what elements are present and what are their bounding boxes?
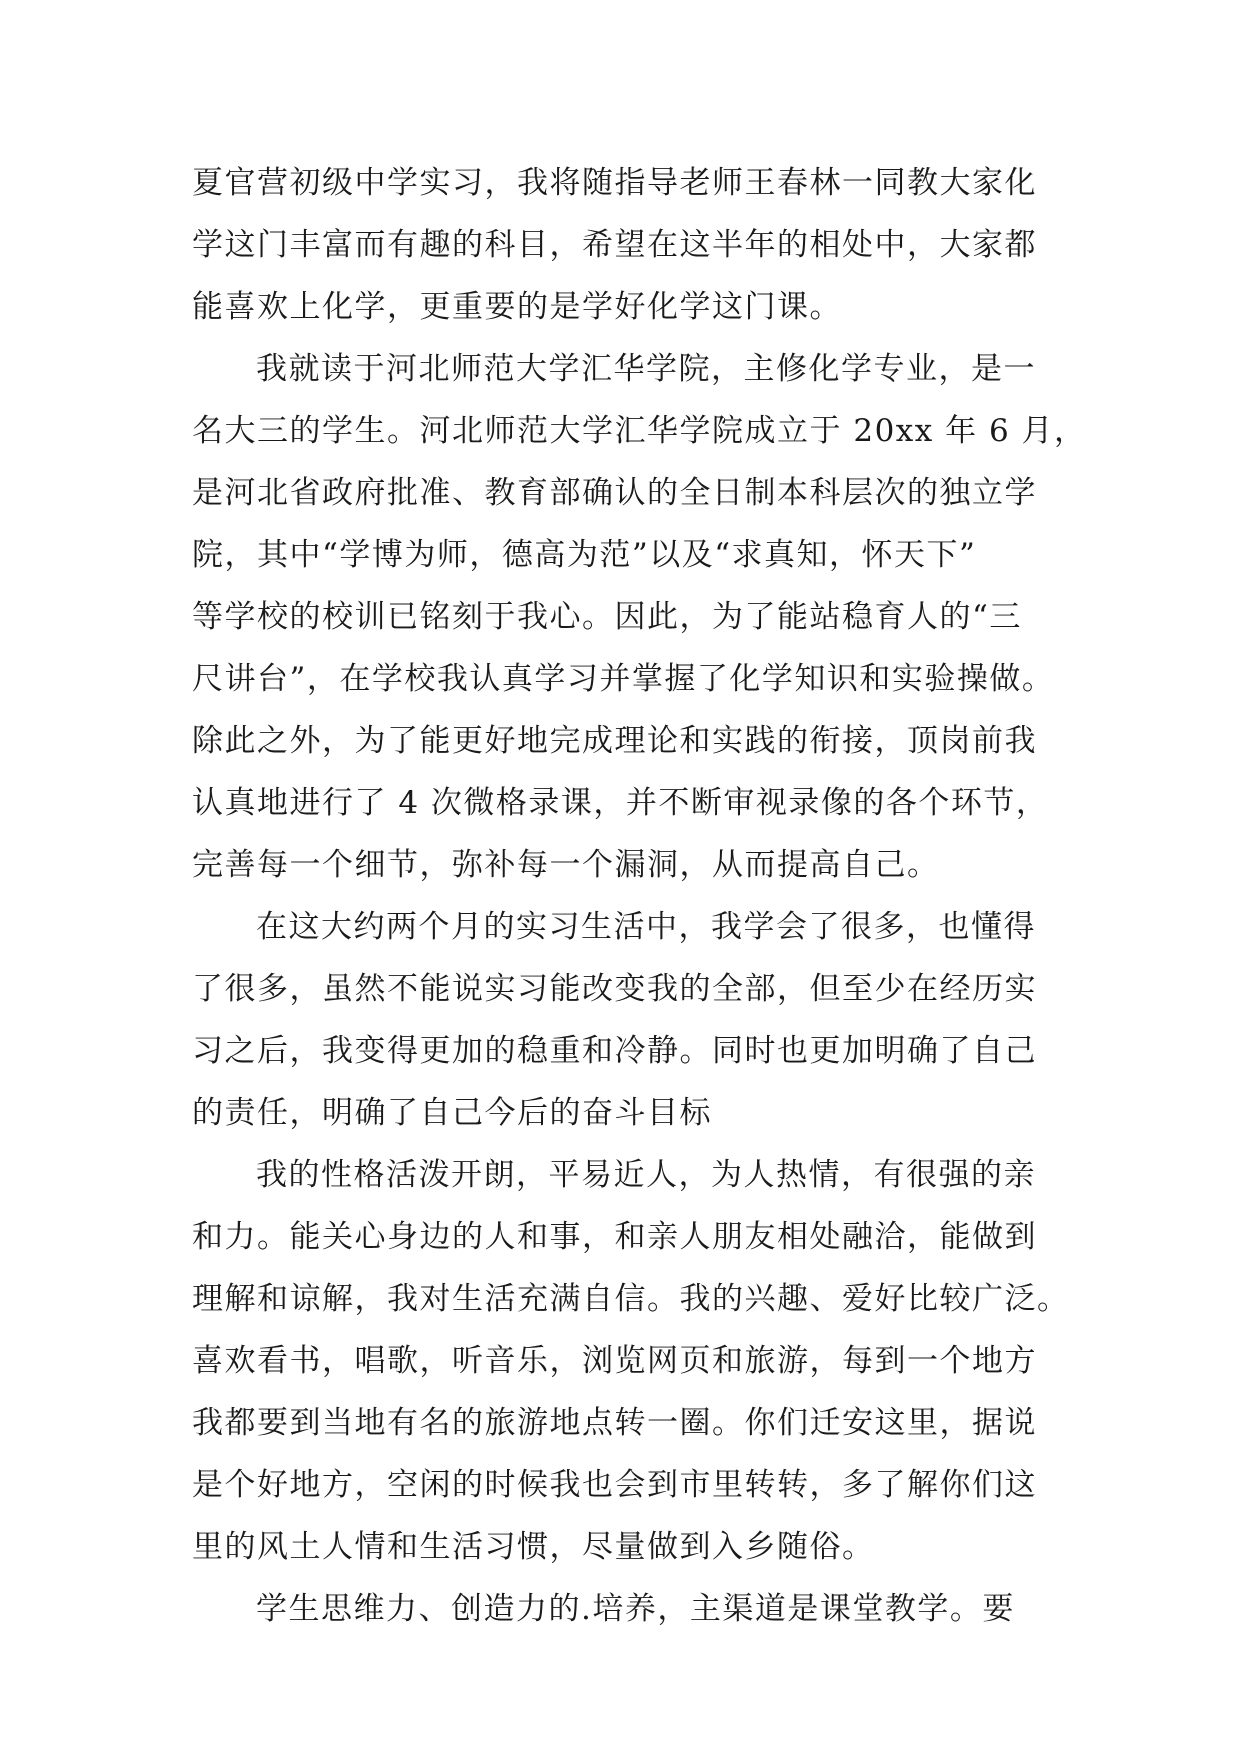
- text-line: 完善每一个细节，弥补每一个漏洞，从而提高自己。: [192, 847, 940, 883]
- paragraph-first-line: 我的性格活泼开朗，平易近人，为人热情，有很强的亲: [256, 1157, 1036, 1193]
- text-line: 里的风土人情和生活习惯，尽量做到入乡随俗。: [192, 1529, 875, 1565]
- paragraph-first-line: 我就读于河北师范大学汇华学院，主修化学专业，是一: [256, 351, 1036, 387]
- text-line: 尺讲台”，在学校我认真学习并掌握了化学知识和实验操做。: [192, 661, 1055, 697]
- paragraph-first-line: 学生思维力、创造力的.培养，主渠道是课堂教学。要: [256, 1591, 1015, 1627]
- text-line: 院，其中“学博为师，德高为范”以及“求真知，怀天下”: [192, 537, 977, 573]
- text-line: 了很多，虽然不能说实习能改变我的全部，但至少在经历实: [192, 971, 1037, 1007]
- text-line: 学这门丰富而有趣的科目，希望在这半年的相处中，大家都: [192, 227, 1037, 263]
- document-body: [192, 152, 1087, 1640]
- text-line: 名大三的学生。河北师范大学汇华学院成立于 20xx 年 6 月，: [192, 413, 1087, 449]
- text-line: 认真地进行了 4 次微格录课，并不断审视录像的各个环节，: [192, 785, 1049, 821]
- text-line: 能喜欢上化学，更重要的是学好化学这门课。: [192, 289, 842, 325]
- text-line: 是个好地方，空闲的时候我也会到市里转转，多了解你们这: [192, 1467, 1037, 1503]
- text-line: 习之后，我变得更加的稳重和冷静。同时也更加明确了自己: [192, 1033, 1037, 1069]
- text-line: 是河北省政府批准、教育部确认的全日制本科层次的独立学: [192, 475, 1037, 511]
- text-line: 的责任，明确了自己今后的奋斗目标: [192, 1095, 712, 1131]
- text-line: 理解和谅解，我对生活充满自信。我的兴趣、爱好比较广泛。: [192, 1281, 1070, 1317]
- text-line: 我都要到当地有名的旅游地点转一圈。你们迁安这里，据说: [192, 1405, 1037, 1441]
- text-line: 等学校的校训已铭刻于我心。因此，为了能站稳育人的“三: [192, 599, 1022, 635]
- text-line: 喜欢看书，唱歌，听音乐，浏览网页和旅游，每到一个地方: [192, 1343, 1037, 1379]
- text-line: 和力。能关心身边的人和事，和亲人朋友相处融洽，能做到: [192, 1219, 1037, 1255]
- text-line: 除此之外，为了能更好地完成理论和实践的衔接，顶岗前我: [192, 723, 1037, 759]
- text-line: 夏官营初级中学实习，我将随指导老师王春林一同教大家化: [192, 165, 1037, 201]
- paragraph-first-line: 在这大约两个月的实习生活中，我学会了很多，也懂得: [256, 909, 1036, 945]
